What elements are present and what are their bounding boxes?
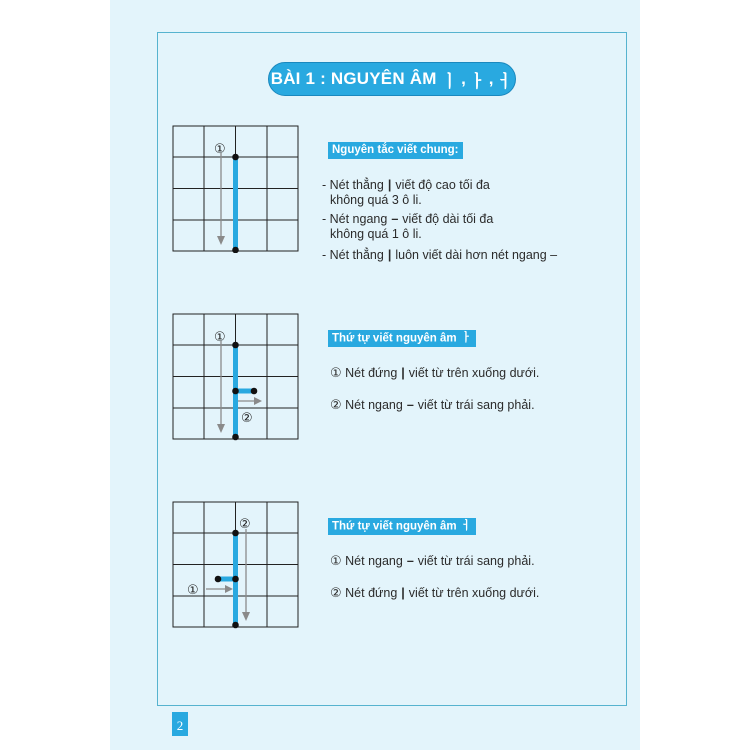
- title-vowel-i: ㅣ: [441, 71, 459, 91]
- stroke-dot: [232, 342, 239, 349]
- stroke-end-dot: [232, 247, 239, 253]
- heading-vowel-eo: ㅓ: [460, 520, 472, 532]
- step-text: Nét đứng: [345, 586, 398, 600]
- step-text: Nét ngang: [345, 398, 403, 412]
- direction-arrow-vertical: [217, 341, 225, 433]
- step-marker-1: ①: [214, 330, 226, 345]
- stroke-dot: [232, 622, 239, 629]
- direction-arrow-vertical: [242, 529, 250, 621]
- step-marker-2: ②: [241, 411, 253, 426]
- rule-text: - Nét thẳng: [322, 178, 384, 192]
- direction-arrow-horizontal: [206, 585, 233, 593]
- stroke-start-dot: [232, 154, 239, 161]
- stroke-dot: [232, 530, 239, 537]
- rule-text: không quá 3 ô li.: [330, 193, 422, 207]
- rule-line-1: [322, 178, 490, 193]
- step-line-1: [330, 554, 535, 569]
- rule-text: - Nét ngang: [322, 212, 388, 226]
- lesson-title-prefix: BÀI 1 : NGUYÊN ÂM: [270, 69, 437, 88]
- title-separator: ,: [488, 69, 494, 88]
- step-marker-1: ①: [187, 583, 199, 598]
- stroke-grid-i: [172, 125, 300, 253]
- rule-text: luôn viết dài hơn nét ngang –: [395, 248, 558, 262]
- stroke-dot: [232, 576, 239, 583]
- step-line-2: [330, 398, 535, 413]
- rule-line-4: [330, 227, 422, 242]
- vertical-mark: |: [401, 586, 405, 600]
- heading-text: Thứ tự viết nguyên âm: [332, 332, 457, 345]
- rule-text: viết độ cao tối đa: [395, 178, 490, 192]
- section-heading-general-rules: Nguyên tắc viết chung:: [328, 142, 463, 159]
- rule-text: viết độ dài tối đa: [402, 212, 494, 226]
- horizontal-mark: –: [406, 554, 414, 568]
- stroke-dot: [251, 388, 258, 395]
- vertical-mark: |: [401, 366, 405, 380]
- section-heading-order-a: [328, 330, 476, 347]
- stroke-dot: [232, 388, 239, 395]
- vertical-mark: |: [387, 248, 392, 262]
- heading-text: Thứ tự viết nguyên âm: [332, 520, 457, 533]
- step-line-2: [330, 586, 539, 601]
- stroke-dot: [232, 434, 239, 441]
- horizontal-mark: –: [391, 212, 399, 226]
- section-heading-order-eo: [328, 518, 476, 535]
- horizontal-mark: –: [406, 398, 414, 412]
- lesson-title: [268, 62, 516, 96]
- step-text: viết từ trái sang phải.: [417, 398, 535, 412]
- title-separator: ,: [461, 69, 467, 88]
- stroke-dot: [215, 576, 222, 583]
- rule-line-5: [322, 248, 557, 263]
- step-number: ①: [330, 366, 342, 381]
- step-marker-1: ①: [214, 142, 226, 157]
- step-number: ①: [330, 554, 342, 569]
- step-text: viết từ trên xuống dưới.: [408, 366, 540, 380]
- step-text: Nét đứng: [345, 366, 398, 380]
- step-number: ②: [330, 398, 342, 413]
- step-text: viết từ trên xuống dưới.: [408, 586, 540, 600]
- step-text: Nét ngang: [345, 554, 403, 568]
- rule-text: - Nét thẳng: [322, 248, 384, 262]
- rule-line-2: [330, 193, 422, 208]
- rule-text: không quá 1 ô li.: [330, 227, 422, 241]
- step-text: viết từ trái sang phải.: [417, 554, 535, 568]
- step-number: ②: [330, 586, 342, 601]
- page-number: 2: [172, 712, 188, 736]
- stroke-grid-a: [172, 313, 300, 441]
- heading-vowel-a: ㅏ: [460, 332, 472, 344]
- direction-arrow-horizontal: [238, 397, 262, 405]
- vertical-mark: |: [387, 178, 392, 192]
- rule-line-3: [322, 212, 493, 227]
- direction-arrow: [217, 153, 225, 245]
- step-line-1: [330, 366, 539, 381]
- step-marker-2: ②: [239, 517, 251, 532]
- title-vowel-eo: ㅓ: [496, 71, 514, 91]
- title-vowel-a: ㅏ: [469, 71, 486, 91]
- stroke-grid-eo: [172, 501, 300, 629]
